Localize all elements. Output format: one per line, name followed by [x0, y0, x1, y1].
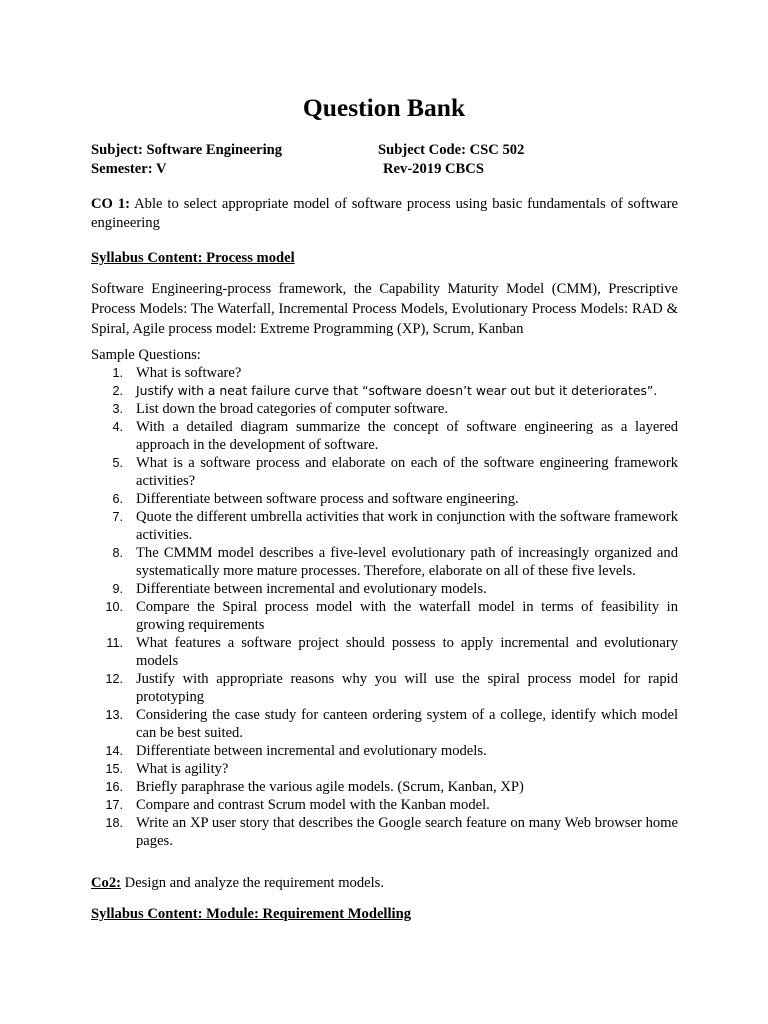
- co1-text: Able to select appropriate model of software process using basic fundamentals of software engineering: [91, 196, 678, 231]
- co2-paragraph: [91, 874, 678, 893]
- semester-label: Semester: V: [91, 161, 167, 177]
- question-text: What features a software project should possess to apply incremental and evolutionary models: [136, 635, 678, 669]
- co1-label: CO 1:: [91, 196, 130, 212]
- question-number: 7.: [112, 510, 123, 524]
- question-number: 2.: [112, 384, 123, 398]
- question-text: Compare and contrast Scrum model with the Kanban model.: [136, 797, 490, 813]
- question-text: Compare the Spiral process model with the waterfall model in terms of feasibility in growing requirements: [136, 599, 678, 633]
- question-number: 8.: [112, 546, 123, 560]
- question-number: 6.: [112, 492, 123, 506]
- subject-label: Subject: Software Engineering: [91, 142, 283, 158]
- sample-questions: [91, 346, 678, 850]
- co2-label: Co2:: [91, 875, 121, 891]
- question-text: Quote the different umbrella activities that work in conjunction with the software framework activities.: [136, 509, 678, 543]
- question-number: 10.: [105, 600, 123, 614]
- question-item: [91, 508, 678, 544]
- question-text: Considering the case study for canteen ordering system of a college, identify which model can be best suited.: [136, 707, 678, 741]
- question-item: [91, 742, 678, 760]
- question-number: 5.: [112, 456, 123, 470]
- revision-label: Rev-2019 CBCS: [383, 161, 484, 177]
- question-text: Differentiate between incremental and evolutionary models.: [136, 743, 487, 759]
- question-text: What is agility?: [136, 761, 229, 777]
- question-item: [91, 490, 678, 508]
- sample-questions-label: Sample Questions:: [91, 347, 201, 363]
- question-number: 11.: [106, 636, 123, 650]
- question-text: Differentiate between software process and software engineering.: [136, 491, 519, 507]
- co2-text: Design and analyze the requirement models.: [124, 875, 385, 891]
- question-number: 17.: [105, 798, 123, 812]
- question-item: [91, 418, 678, 454]
- question-item: [91, 634, 678, 670]
- question-item: [91, 760, 678, 778]
- question-number: 15.: [105, 762, 123, 776]
- syllabus1-heading: Syllabus Content: Process model: [91, 250, 295, 266]
- question-item: [91, 814, 678, 850]
- question-number: 1.: [112, 366, 123, 380]
- question-text: Justify with appropriate reasons why you will use the spiral process model for rapid prototyping: [136, 671, 678, 705]
- question-text: Write an XP user story that describes the Google search feature on many Web browser home pages.: [136, 815, 678, 849]
- subject-code: Subject Code: CSC 502: [378, 142, 525, 158]
- question-number: 16.: [105, 780, 123, 794]
- syllabus2-heading: Syllabus Content: Module: Requirement Modelling: [91, 906, 411, 922]
- question-number: 18.: [105, 816, 123, 830]
- question-text: Differentiate between incremental and evolutionary models.: [136, 581, 487, 597]
- question-item: [91, 598, 678, 634]
- question-number: 9.: [112, 582, 123, 596]
- page-title: Question Bank: [302, 93, 466, 122]
- question-item: [91, 778, 678, 796]
- question-item: [91, 364, 678, 382]
- question-item: [91, 544, 678, 580]
- question-number: 12.: [105, 672, 123, 686]
- question-text: With a detailed diagram summarize the concept of software engineering as a layered approach in the development of software.: [136, 419, 678, 453]
- question-text: Briefly paraphrase the various agile models. (Scrum, Kanban, XP): [136, 779, 524, 795]
- question-item: [91, 382, 678, 400]
- question-text: What is a software process and elaborate on each of the software engineering framework activities?: [136, 455, 678, 489]
- question-text: Justify with a neat failure curve that “software doesn’t wear out but it deteriorates”.: [136, 383, 658, 398]
- question-text: What is software?: [136, 365, 242, 381]
- question-item: [91, 706, 678, 742]
- question-item: [91, 400, 678, 418]
- question-number: 3.: [112, 402, 123, 416]
- question-item: [91, 580, 678, 598]
- question-text: List down the broad categories of computer software.: [136, 401, 449, 417]
- question-text: The CMMM model describes a five-level evolutionary path of increasingly organized and systematically more mature processes. Therefore, elaborate on all of these five levels.: [136, 545, 678, 579]
- question-item: [91, 670, 678, 706]
- co1-paragraph: [91, 195, 678, 233]
- question-number: 4.: [112, 420, 123, 434]
- syllabus1-text: Software Engineering-process framework, the Capability Maturity Model (CMM), Prescriptive Process Models: The Waterfall, Incremental Process Models, Evolutionary Process Models: RAD & Spiral, Agile process model: Extreme Programming (XP), Scrum, Kanban: [91, 281, 678, 337]
- question-list: [91, 364, 678, 850]
- question-number: 13.: [105, 708, 123, 722]
- question-item: [91, 796, 678, 814]
- question-item: [91, 454, 678, 490]
- question-number: 14.: [105, 744, 123, 758]
